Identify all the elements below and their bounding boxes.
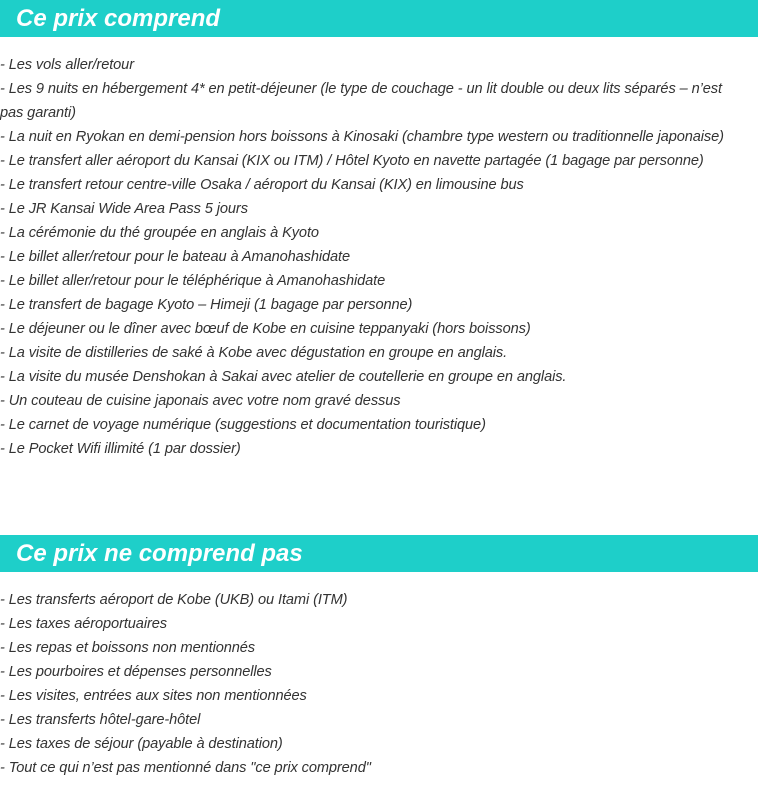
included-items-list — [0, 53, 740, 461]
included-list-item: - Le transfert aller aéroport du Kansai (KIX ou ITM) / Hôtel Kyoto en navette partagée (1 bagage par personne) — [0, 153, 704, 169]
excluded-list-item: - Les pourboires et dépenses personnelles — [0, 664, 272, 680]
included-list-item: - Le JR Kansai Wide Area Pass 5 jours — [0, 201, 248, 217]
excluded-list-item: - Les repas et boissons non mentionnés — [0, 640, 255, 656]
excluded-list-item: - Les transferts aéroport de Kobe (UKB) ou Itami (ITM) — [0, 592, 348, 608]
included-list-item: - Le Pocket Wifi illimité (1 par dossier) — [0, 441, 241, 457]
included-list-item: - Le billet aller/retour pour le téléphérique à Amanohashidate — [0, 273, 386, 289]
included-list-item: - La cérémonie du thé groupée en anglais à Kyoto — [0, 225, 319, 241]
excluded-list-item: - Tout ce qui n’est pas mentionné dans "ce prix comprend" — [0, 760, 371, 776]
included-list-item: - Les 9 nuits en hébergement 4* en petit-déjeuner (le type de couchage - un lit double ou deux lits séparés – n’est pas garanti) — [0, 81, 722, 121]
included-list-item: - Le transfert retour centre-ville Osaka / aéroport du Kansai (KIX) en limousine bus — [0, 177, 524, 193]
excluded-list-item: - Les transferts hôtel-gare-hôtel — [0, 712, 201, 728]
included-list-item: - La nuit en Ryokan en demi-pension hors boissons à Kinosaki (chambre type western ou traditionnelle japonaise) — [0, 129, 724, 145]
included-list-item: - Le billet aller/retour pour le bateau à Amanohashidate — [0, 249, 351, 265]
included-list-item: - Le carnet de voyage numérique (suggestions et documentation touristique) — [0, 417, 486, 433]
excluded-list-item: - Les taxes de séjour (payable à destination) — [0, 736, 283, 752]
excluded-list-item: - Les taxes aéroportuaires — [0, 616, 167, 632]
included-list-item: - Les vols aller/retour — [0, 57, 134, 73]
excluded-list-item: - Les visites, entrées aux sites non mentionnées — [0, 688, 307, 704]
included-list-item: - La visite de distilleries de saké à Kobe avec dégustation en groupe en anglais. — [0, 345, 508, 361]
included-list-item: - La visite du musée Denshokan à Sakai avec atelier de coutellerie en groupe en anglais. — [0, 369, 567, 385]
included-list-item: - Le déjeuner ou le dîner avec bœuf de Kobe en cuisine teppanyaki (hors boissons) — [0, 321, 531, 337]
excluded-section-title: Ce prix ne comprend pas — [0, 535, 758, 572]
included-section-title: Ce prix comprend — [0, 0, 758, 37]
included-list-item: - Un couteau de cuisine japonais avec votre nom gravé dessus — [0, 393, 401, 409]
included-list-item: - Le transfert de bagage Kyoto – Himeji (1 bagage par personne) — [0, 297, 413, 313]
excluded-items-list — [0, 588, 740, 780]
